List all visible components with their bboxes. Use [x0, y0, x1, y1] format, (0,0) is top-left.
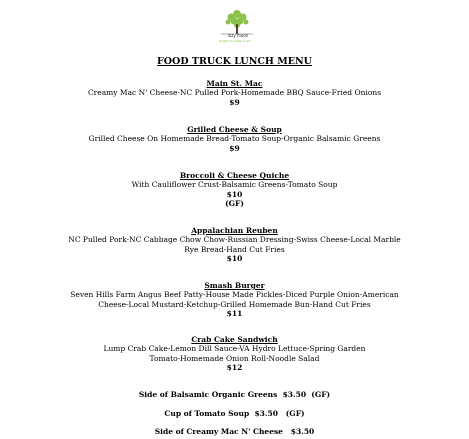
logo-text: lazy moon — [227, 33, 249, 38]
item-price: $10 — [226, 254, 243, 263]
gluten-free-note: (GF) — [225, 199, 244, 208]
item-name: Grilled Cheese & Soup — [187, 125, 282, 134]
side-tomato-soup: Cup of Tomato Soup $3.50 (GF) — [164, 409, 305, 418]
item-name: Broccoli & Cheese Quiche — [179, 171, 290, 180]
menu-title: FOOD TRUCK LUNCH MENU — [157, 56, 312, 67]
item-price: $10 — [226, 189, 243, 199]
item-description: Grilled Cheese On Homemade Bread-Tomato Soup-Organic Balsamic Greens — [88, 134, 381, 143]
item-name: Smash Burger — [204, 281, 265, 290]
item-description: Tomato-Homemade Onion Roll-Noodle Salad — [149, 353, 320, 363]
menu-item-smash-burger — [0, 281, 469, 319]
side-mac-n-cheese: Side of Creamy Mac N' Cheese $3.50 — [154, 427, 315, 436]
item-name: Crab Cake Sandwich — [191, 335, 278, 344]
item-price: $11 — [226, 309, 243, 318]
menu-item-crab-cake — [0, 335, 469, 373]
item-description: Cheese-Local Mustard-Ketchup-Grilled Homemade Bun-Hand Cut Fries — [98, 299, 371, 309]
item-name: Main St. Mac — [206, 79, 263, 88]
item-name: Appalachian Reuben — [191, 226, 278, 235]
item-description: Seven Hills Farm Angus Beef Patty-House Made Pickles-Diced Purple Onion-American — [70, 290, 399, 299]
item-description: Creamy Mac N' Cheese-NC Pulled Pork-Homemade BBQ Sauce-Fried Onions — [87, 88, 382, 97]
menu-item-quiche — [0, 171, 469, 209]
menu-item-main-st-mac — [0, 79, 469, 107]
item-description: Lump Crab Cake-Lemon Dill Sauce-VA Hydro Lettuce-Spring Garden — [103, 344, 366, 353]
item-price: $9 — [229, 143, 240, 153]
item-description: With Cauliflower Crust-Balsamic Greens-Tomato Soup — [131, 180, 338, 189]
menu-item-grilled-cheese — [0, 125, 469, 153]
item-description: NC Pulled Pork-NC Cabbage Chow Chow-Russian Dressing-Swiss Cheese-Local Marble — [68, 235, 401, 244]
item-price: $12 — [226, 363, 243, 372]
logo-tagline: Neighborhood Bar & Grill — [219, 40, 251, 43]
item-description: Rye Bread-Hand Cut Fries — [184, 244, 285, 254]
menu-item-reuben — [0, 226, 469, 264]
item-price: $9 — [229, 97, 240, 107]
side-balsamic-greens: Side of Balsamic Organic Greens $3.50 (GF) — [138, 390, 331, 399]
